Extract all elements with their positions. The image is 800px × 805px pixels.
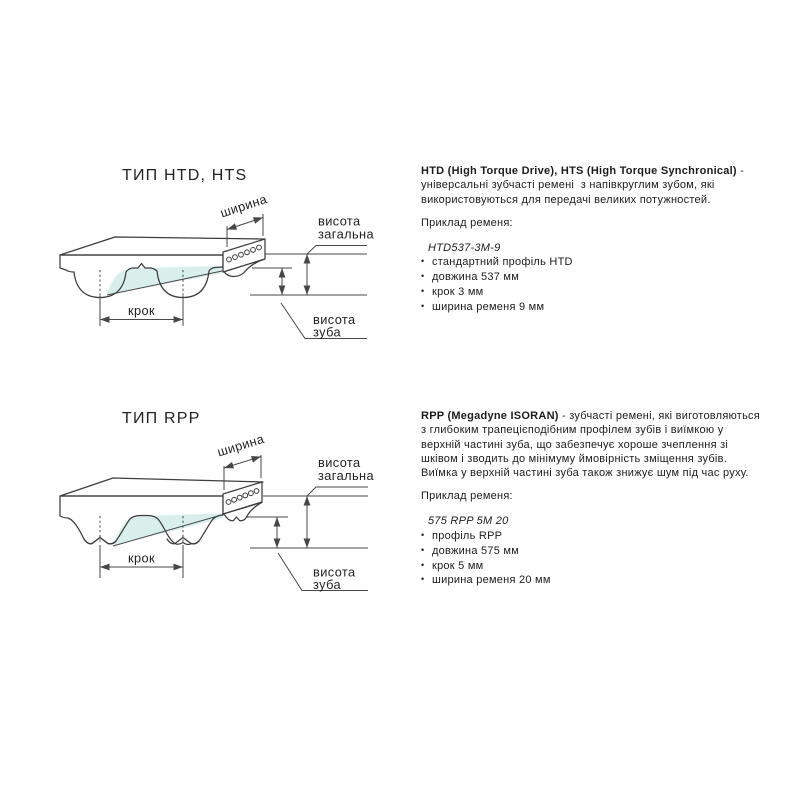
rpp-heading: [421, 409, 796, 423]
htd-desc-line: використовуються для передачі великих потужностей.: [421, 193, 711, 206]
htd-total-height-label-line1: висота: [318, 213, 361, 229]
htd-tooth-height-label-line2: зуба: [313, 324, 342, 340]
htd-belt-illustration: [60, 237, 265, 298]
rpp-example-label: Приклад ременя:: [421, 490, 513, 503]
rpp-diagram-title: ТИП RPP: [122, 410, 201, 427]
htd-spec-text: крок 3 мм: [432, 286, 484, 299]
htd-spec-text: ширина ременя 9 мм: [432, 300, 545, 313]
rpp-belt-illustration: [60, 478, 263, 546]
htd-heading-tail: -: [736, 165, 745, 177]
htd-description-section: [421, 164, 796, 315]
rpp-total-height-label-line2: загальна: [318, 468, 375, 483]
htd-description-paragraph: [421, 164, 796, 207]
htd-total-height-label-line2: загальна: [318, 226, 375, 242]
bullet-icon: •: [421, 286, 425, 297]
rpp-desc-line: з глибоким трапецієподібним профілем зубів і виїмкою у: [421, 424, 724, 437]
htd-heading: [421, 164, 796, 178]
rpp-height-dimensions: [247, 455, 374, 592]
rpp-spec-item: [421, 559, 796, 574]
bullet-icon: •: [421, 559, 425, 570]
htd-desc-line: універсальні зубчасті ремені з напівкруглим зубом, які: [421, 179, 715, 192]
rpp-spec-text: довжина 575 мм: [432, 544, 520, 557]
rpp-spec-text: ширина ременя 20 мм: [432, 574, 551, 587]
bullet-icon: •: [421, 300, 425, 311]
bullet-icon: •: [421, 530, 425, 541]
htd-spec-item: [421, 255, 796, 270]
rpp-desc-line: шківом і зводить до мінімуму ймовірність зміщення зубів.: [421, 452, 728, 465]
htd-spec-item: [421, 285, 796, 300]
rpp-spec-item: [421, 573, 796, 588]
htd-example-code: HTD537-3M-9: [428, 241, 501, 254]
rpp-pitch-label: крок: [127, 550, 156, 566]
rpp-tooth-height-label-line1: висота: [313, 564, 356, 580]
htd-example-label: Приклад ременя:: [421, 216, 513, 229]
htd-spec-text: довжина 537 мм: [432, 271, 520, 284]
htd-spec-item: [421, 300, 796, 315]
rpp-description-section: [421, 409, 796, 588]
rpp-diagram: [60, 410, 374, 592]
rpp-heading-tail: - зубчасті ремені, які виготовляються: [558, 410, 761, 422]
rpp-total-height-label-line1: висота: [318, 455, 361, 470]
rpp-spec-item: [421, 529, 796, 544]
bullet-icon: •: [421, 574, 425, 585]
htd-spec-item: [421, 270, 796, 285]
htd-height-dimensions: [250, 214, 374, 340]
htd-tooth-height-label-line1: висота: [313, 312, 356, 327]
htd-spec-text: стандартний профіль HTD: [432, 256, 573, 269]
rpp-example-code: 575 RPP 5M 20: [428, 515, 509, 528]
rpp-heading-bold: RPP (Megadyne ISORAN): [421, 410, 559, 422]
bullet-icon: •: [421, 271, 425, 282]
rpp-description-paragraph: [421, 409, 796, 480]
rpp-width-label: ширина: [215, 430, 266, 460]
rpp-desc-line: Виїмка у верхній частині зуба також знижує шум під час руху.: [421, 467, 749, 480]
rpp-tooth-height-label-line2: зуба: [313, 577, 342, 592]
rpp-spec-item: [421, 544, 796, 559]
htd-diagram-title: ТИП HTD, HTS: [122, 167, 248, 184]
htd-pitch-label: крок: [127, 303, 156, 318]
bullet-icon: •: [421, 256, 425, 267]
htd-diagram: [60, 167, 374, 340]
rpp-spec-text: профіль RPP: [432, 530, 503, 543]
htd-heading-bold: HTD (High Torque Drive), HTS (High Torque Synchronical): [421, 165, 737, 177]
htd-width-label: ширина: [218, 191, 269, 221]
rpp-spec-text: крок 5 мм: [432, 559, 484, 572]
bullet-icon: •: [421, 544, 425, 555]
rpp-desc-line: верхній частині зуба, що забезпечує хороше зчеплення зі: [421, 438, 729, 451]
rpp-spec-list: [421, 529, 796, 588]
htd-spec-list: [421, 255, 796, 314]
